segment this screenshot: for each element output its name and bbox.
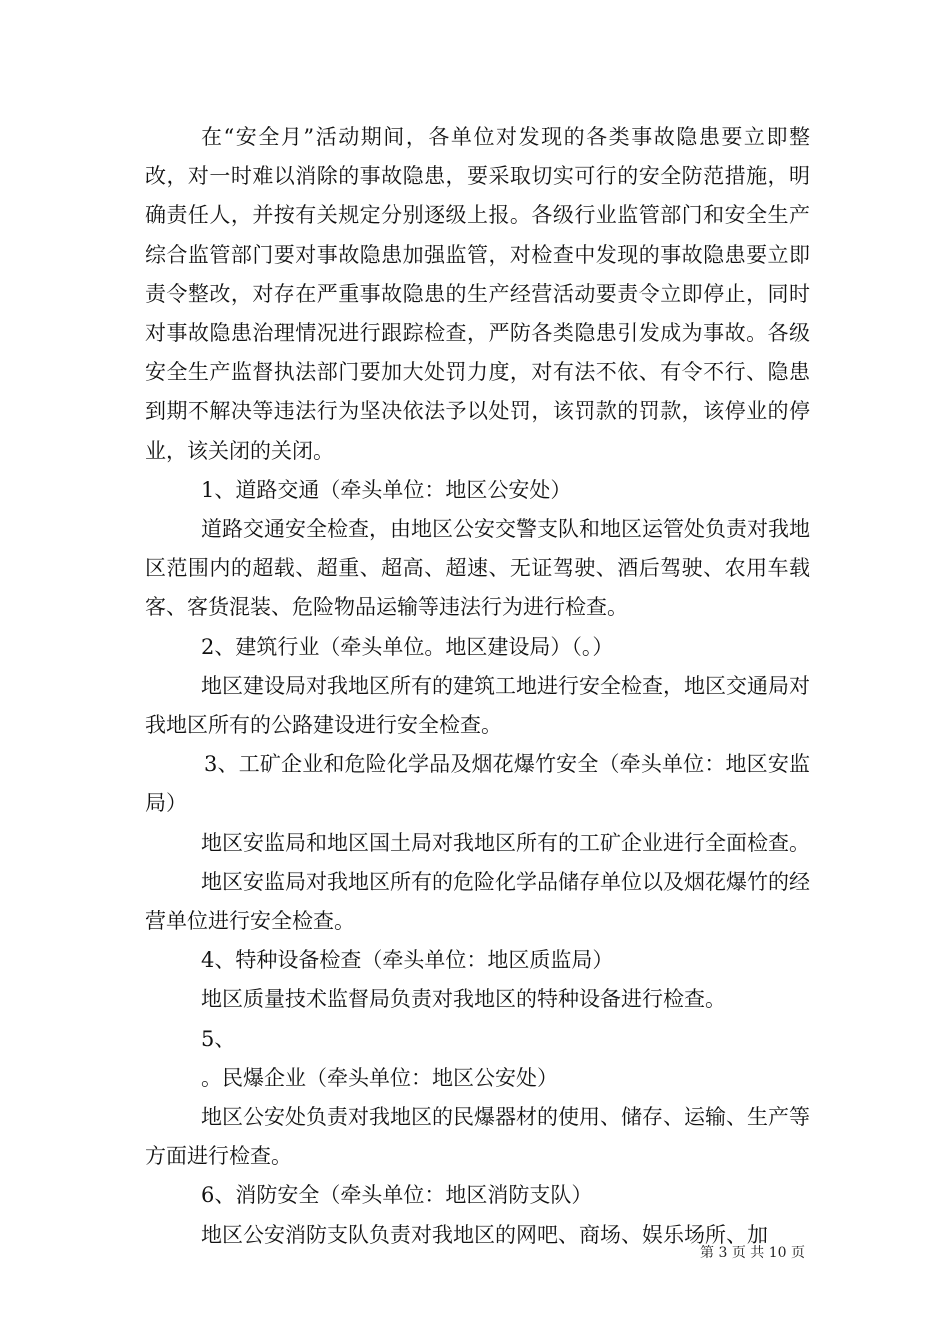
heading-fire-safety: 6、消防安全（牵头单位：地区消防支队） (201, 1183, 593, 1208)
document-body (145, 118, 810, 1255)
heading-item-5-number: 5、 (201, 1026, 236, 1051)
heading-special-equipment: 4、特种设备检查（牵头单位：地区质监局） (201, 948, 614, 973)
paragraph-safety-month: 在“安全月”活动期间，各单位对发现的各类事故隐患要立即整改，对一时难以消除的事故隐患，要采取切实可行的安全防范措施，明确责任人，并按有关规定分别逐级上报。各级行业监管部门和安全生产综合监管部门要对事故隐患加强监管，对检查中发现的事故隐患要立即责令整改，对存在严重事故隐患的生产经营活动要责令立即停止，同时对事故隐患治理情况进行跟踪检查，严防各类隐患引发成为事故。各级安全生产监督执法部门要加大处罚力度，对有法不依、有令不行、隐患到期不解决等违法行为坚决依法予以处罚，该罚款的罚款，该停业的停业，该关闭的关闭。 (145, 125, 810, 463)
heading-industrial-mining: 3、工矿企业和危险化学品及烟花爆竹安全（牵头单位：地区安监局） (145, 752, 810, 816)
paragraph-industrial-mining: 地区安监局和地区国土局对我地区所有的工矿企业进行全面检查。 (201, 830, 810, 855)
paragraph-special-equipment: 地区质量技术监督局负责对我地区的特种设备进行检查。 (201, 987, 726, 1012)
paragraph-construction: 地区建设局对我地区所有的建筑工地进行安全检查，地区交通局对我地区所有的公路建设进行安全检查。 (145, 673, 810, 738)
page-number-footer: 第 3 页 共 10 页 (700, 1245, 805, 1261)
paragraph-fire-safety: 地区公安消防支队负责对我地区的网吧、商场、娱乐场所、加 (201, 1222, 768, 1247)
paragraph-road-traffic: 道路交通安全检查，由地区公安交警支队和地区运管处负责对我地区范围内的超载、超重、超高、超速、无证驾驶、酒后驾驶、农用车载客、客货混装、危险物品运输等违法行为进行检查。 (145, 517, 810, 620)
paragraph-hazardous-chemicals: 地区安监局对我地区所有的危险化学品储存单位以及烟花爆竹的经营单位进行安全检查。 (145, 869, 810, 934)
heading-civil-explosives: 。民爆企业（牵头单位：地区公安处） (201, 1065, 558, 1090)
heading-construction: 2、建筑行业（牵头单位。地区建设局）（。） (201, 634, 614, 659)
heading-road-traffic: 1、道路交通（牵头单位：地区公安处） (201, 477, 572, 502)
paragraph-civil-explosives: 地区公安处负责对我地区的民爆器材的使用、储存、运输、生产等方面进行检查。 (145, 1105, 810, 1169)
